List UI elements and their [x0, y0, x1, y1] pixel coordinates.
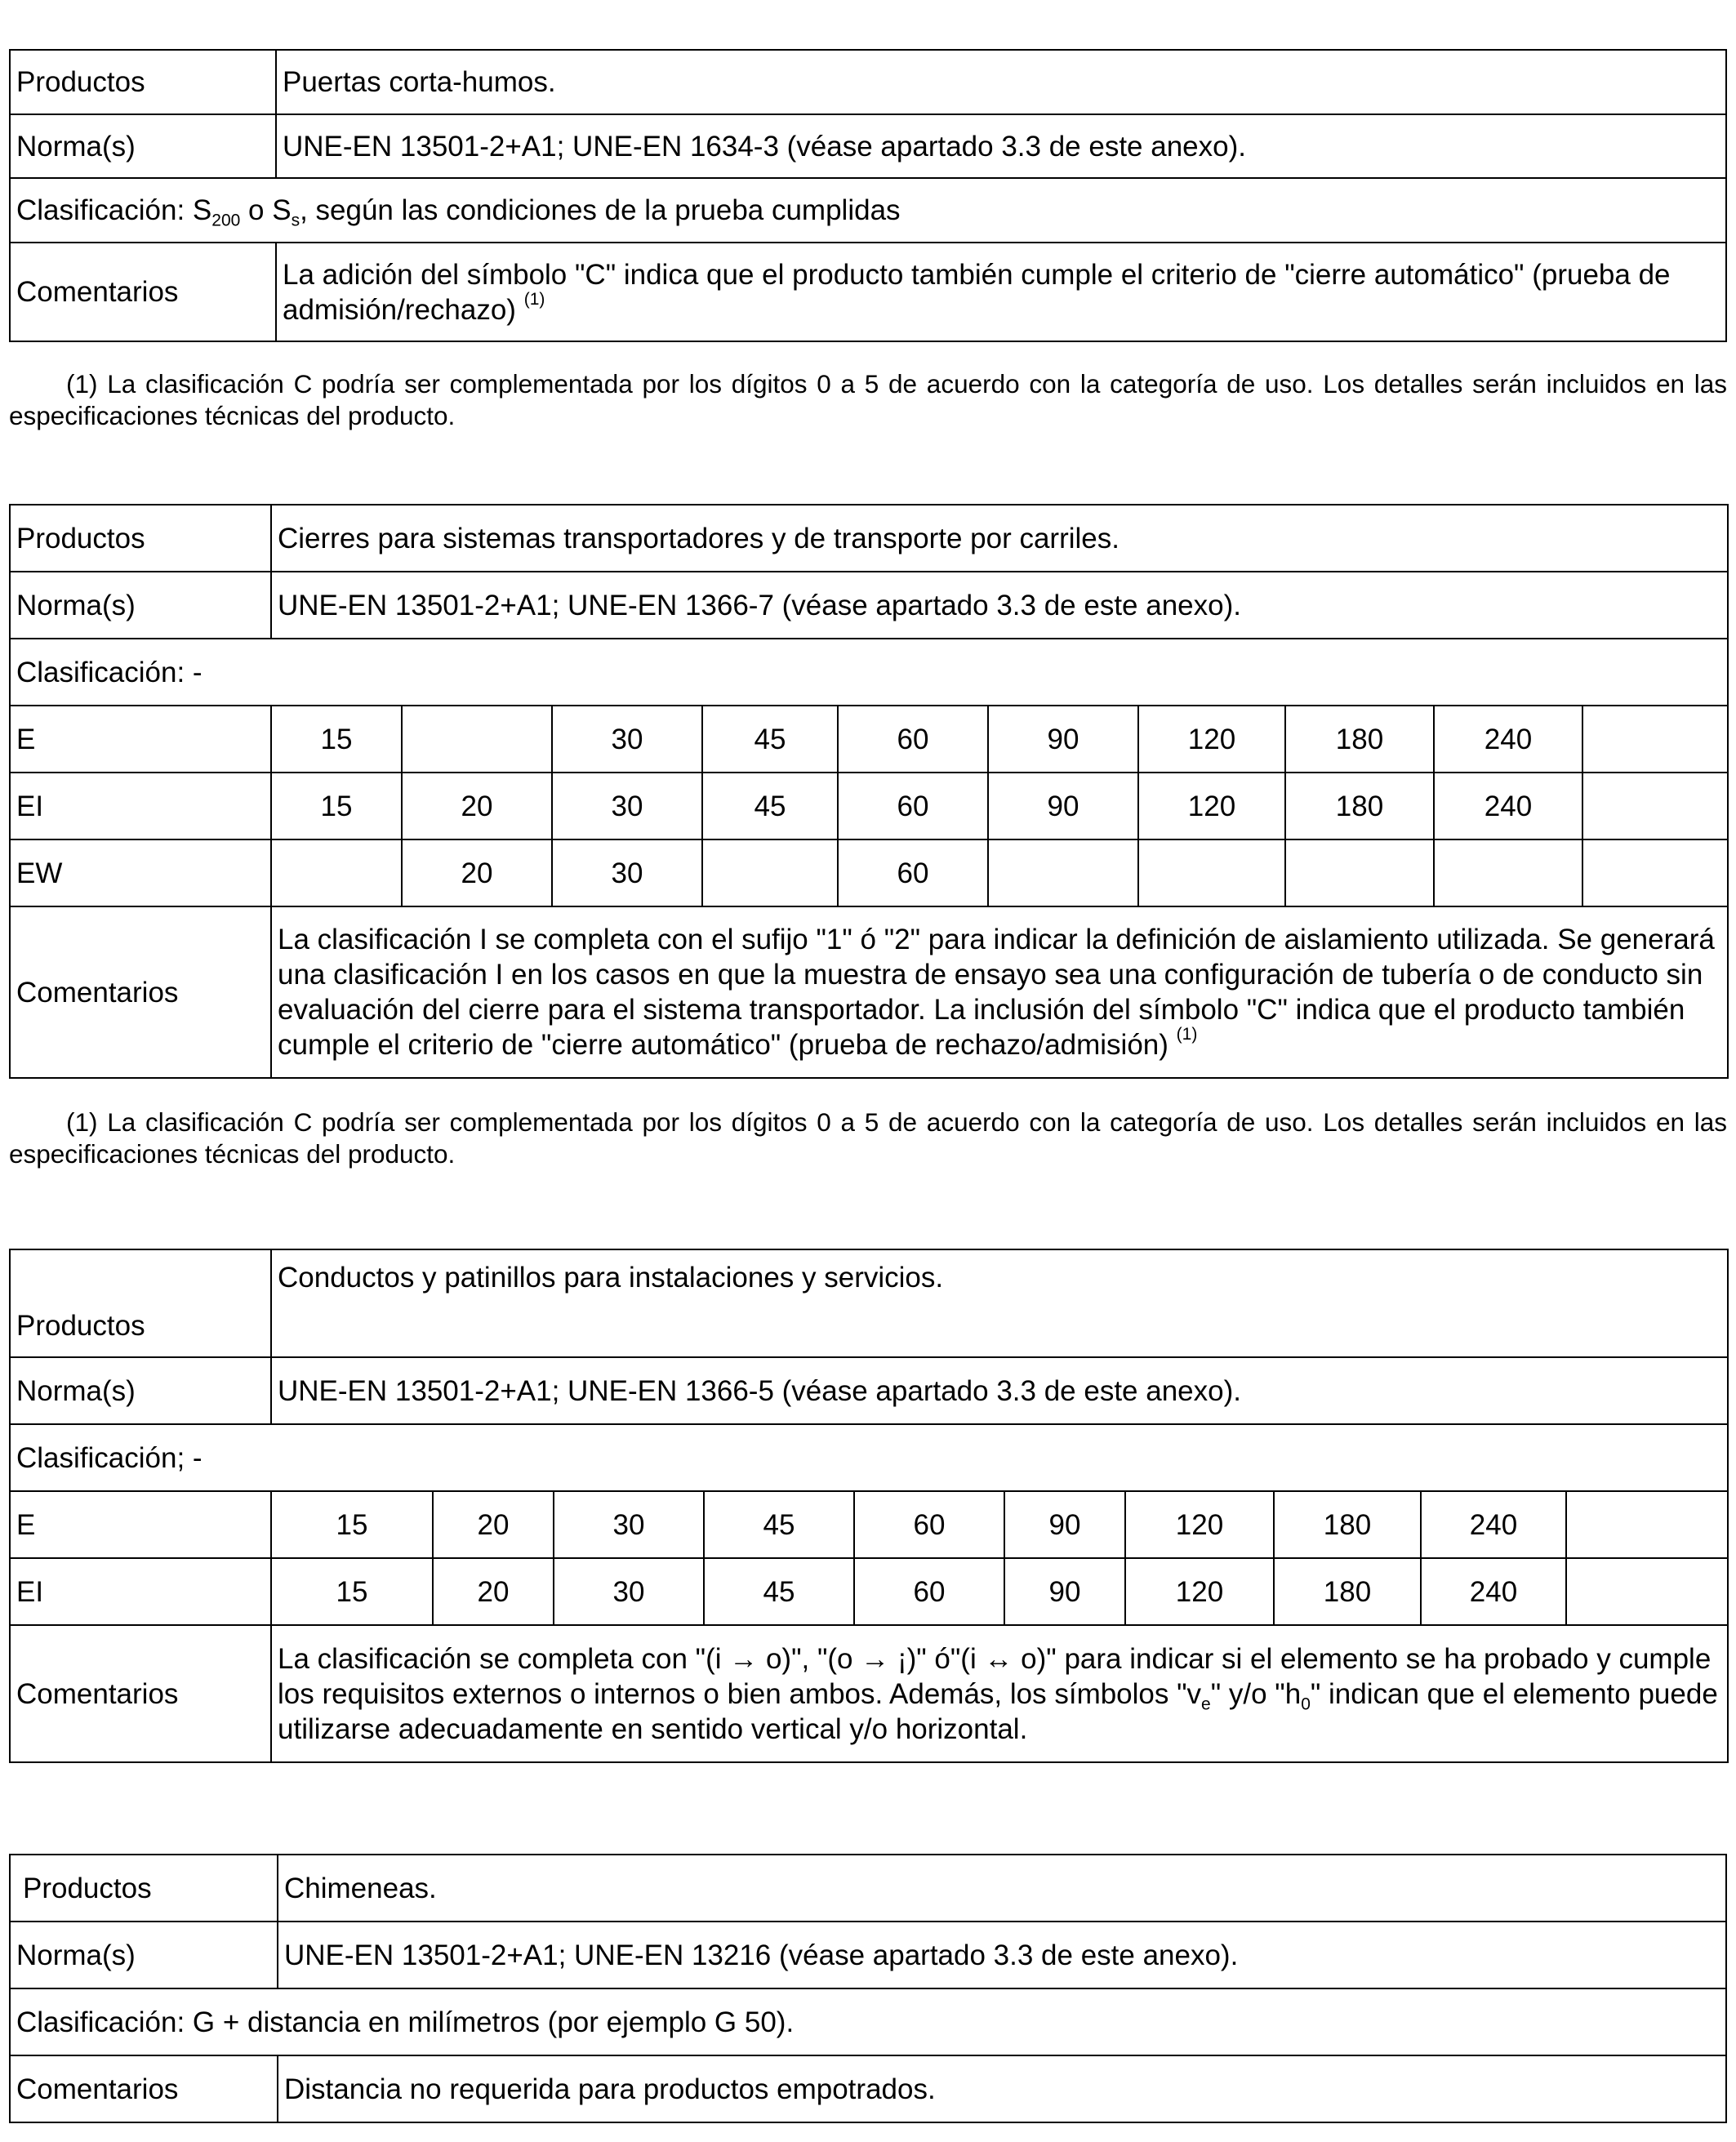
table-cell: 20: [433, 1558, 554, 1625]
comentarios-label: Comentarios: [10, 1625, 271, 1762]
table-cell: [1582, 839, 1728, 906]
table-cell: 120: [1138, 706, 1285, 773]
table-cell: [1582, 773, 1728, 839]
norma-label: Norma(s): [10, 1357, 271, 1424]
comentarios-label: Comentarios: [10, 2055, 278, 2122]
row-label: EI: [10, 773, 271, 839]
productos-value: Conductos y patinillos para instalaciones y servicios.: [271, 1249, 1728, 1357]
table-cell: [988, 839, 1138, 906]
table-cell: 15: [271, 1491, 433, 1558]
table-cell: [1285, 839, 1434, 906]
table-cell: [402, 706, 552, 773]
table-conductos-patinillos: [9, 1249, 1729, 1763]
table-cell: [1566, 1558, 1728, 1625]
clasificacion-text-mid: o S: [240, 194, 292, 226]
clasificacion-row: [10, 178, 1726, 243]
table-cell: 60: [854, 1558, 1004, 1625]
table-cell: 45: [702, 706, 838, 773]
table-chimeneas: [9, 1854, 1727, 2123]
table-cell: 240: [1434, 773, 1582, 839]
norma-value: UNE-EN 13501-2+A1; UNE-EN 1366-7 (véase apartado 3.3 de este anexo).: [271, 572, 1728, 639]
table-cell: [702, 839, 838, 906]
row-label: EW: [10, 839, 271, 906]
norma-value: UNE-EN 13501-2+A1; UNE-EN 13216 (véase apartado 3.3 de este anexo).: [278, 1922, 1726, 1988]
productos-label: Productos: [10, 1249, 271, 1357]
table-cell: 180: [1274, 1491, 1421, 1558]
comentarios-text: La adición del símbolo "C" indica que el producto también cumple el criterio de "cierre automático" (prueba de admisión/rechazo): [283, 258, 1671, 326]
subscript-0: 0: [1301, 1694, 1311, 1713]
table-row-EI: [10, 1558, 1728, 1625]
comentarios-value: [276, 243, 1726, 341]
footnote-ref: (1): [1176, 1025, 1198, 1044]
table-cell: 15: [271, 1558, 433, 1625]
comentarios-text-3: " indican que el elemento puede utilizarse adecuadamente en sentido vertical y/o horizontal.: [278, 1677, 1718, 1745]
table-cell: [1434, 839, 1582, 906]
norma-label: Norma(s): [10, 114, 276, 178]
norma-value: UNE-EN 13501-2+A1; UNE-EN 1634-3 (véase apartado 3.3 de este anexo).: [276, 114, 1726, 178]
table-cell: 120: [1125, 1558, 1274, 1625]
productos-value: Puertas corta-humos.: [276, 50, 1726, 114]
table-cierres-transportadores: [9, 504, 1729, 1079]
row-label: E: [10, 1491, 271, 1558]
table-row-E: [10, 706, 1728, 773]
table-cell: 120: [1125, 1491, 1274, 1558]
norma-label: Norma(s): [10, 572, 271, 639]
norma-label: Norma(s): [10, 1922, 278, 1988]
comentarios-value: Distancia no requerida para productos empotrados.: [278, 2055, 1726, 2122]
table-cell: 30: [552, 839, 702, 906]
productos-label: Productos: [10, 50, 276, 114]
comentarios-value: [271, 906, 1728, 1078]
table-cell: 60: [838, 706, 988, 773]
table-cell: 240: [1434, 706, 1582, 773]
table-cell: 15: [271, 773, 402, 839]
table-cell: 45: [704, 1558, 854, 1625]
comentarios-text: La clasificación se completa con "(i → o)", "(o → ¡)" ó"(i ↔ o)" para indicar si el elemento se ha probado y cumple los requisitos externos o internos o bien ambos. Además, los símbolos "v: [278, 1642, 1712, 1710]
table-cell: 240: [1421, 1491, 1566, 1558]
table-cell: 15: [271, 706, 402, 773]
table-cell: 90: [1004, 1558, 1125, 1625]
table-row-EI: [10, 773, 1728, 839]
clasificacion-sub-200: 200: [211, 211, 241, 230]
productos-label: Productos: [10, 505, 271, 572]
row-label: E: [10, 706, 271, 773]
clasificacion-row: Clasificación: -: [10, 639, 1728, 706]
table-row-EW: [10, 839, 1728, 906]
comentarios-value: [271, 1625, 1728, 1762]
clasificacion-row: Clasificación; -: [10, 1424, 1728, 1491]
table-cell: 240: [1421, 1558, 1566, 1625]
footnote-1: (1) La clasificación C podría ser complementada por los dígitos 0 a 5 de acuerdo con la categoría de uso. Los detalles serán incluidos en las especificaciones técnicas del producto.: [9, 369, 1727, 430]
table-cell: 30: [554, 1558, 704, 1625]
table-cell: 60: [838, 839, 988, 906]
table-cell: 120: [1138, 773, 1285, 839]
subscript-e: e: [1201, 1694, 1211, 1713]
clasificacion-row: Clasificación: G + distancia en milímetros (por ejemplo G 50).: [10, 1988, 1726, 2055]
table-cell: 180: [1285, 706, 1434, 773]
clasificacion-sub-s: s: [291, 211, 300, 230]
table-puertas-corta-humos: [9, 49, 1727, 342]
footnote-ref: (1): [523, 289, 545, 309]
table-cell: 45: [704, 1491, 854, 1558]
clasificacion-text: Clasificación: S: [16, 194, 212, 226]
table-cell: 20: [402, 773, 552, 839]
table-cell: 90: [988, 773, 1138, 839]
table-cell: 30: [552, 773, 702, 839]
table-cell: 60: [838, 773, 988, 839]
table-cell: 30: [552, 706, 702, 773]
clasificacion-text-post: , según las condiciones de la prueba cumplidas: [300, 194, 901, 226]
table-row-E: [10, 1491, 1728, 1558]
table-cell: [271, 839, 402, 906]
table-cell: [1582, 706, 1728, 773]
productos-value: Chimeneas.: [278, 1855, 1726, 1922]
footnote-2: (1) La clasificación C podría ser complementada por los dígitos 0 a 5 de acuerdo con la categoría de uso. Los detalles serán incluidos en las especificaciones técnicas del producto.: [9, 1107, 1727, 1169]
table-cell: 90: [988, 706, 1138, 773]
productos-value: Cierres para sistemas transportadores y de transporte por carriles.: [271, 505, 1728, 572]
table-cell: 180: [1285, 773, 1434, 839]
table-cell: 60: [854, 1491, 1004, 1558]
comentarios-label: Comentarios: [10, 906, 271, 1078]
comentarios-text-2: " y/o "h: [1210, 1677, 1302, 1710]
table-cell: 180: [1274, 1558, 1421, 1625]
comentarios-text: La clasificación I se completa con el sufijo "1" ó "2" para indicar la definición de aislamiento utilizada. Se generará una clasificación I en los casos en que la muestra de ensayo sea una configuración de tubería o de conducto sin evaluación del cierre para el sistema transportador. La inclusión del símbolo "C" indica que el producto también cumple el criterio de "cierre automático" (prueba de rechazo/admisión): [278, 924, 1715, 1061]
comentarios-label: Comentarios: [10, 243, 276, 341]
table-cell: 20: [402, 839, 552, 906]
productos-label: Productos: [10, 1855, 278, 1922]
table-cell: [1138, 839, 1285, 906]
norma-value: UNE-EN 13501-2+A1; UNE-EN 1366-5 (véase apartado 3.3 de este anexo).: [271, 1357, 1728, 1424]
row-label: EI: [10, 1558, 271, 1625]
table-cell: 90: [1004, 1491, 1125, 1558]
table-cell: 45: [702, 773, 838, 839]
table-cell: 20: [433, 1491, 554, 1558]
table-cell: 30: [554, 1491, 704, 1558]
table-cell: [1566, 1491, 1728, 1558]
